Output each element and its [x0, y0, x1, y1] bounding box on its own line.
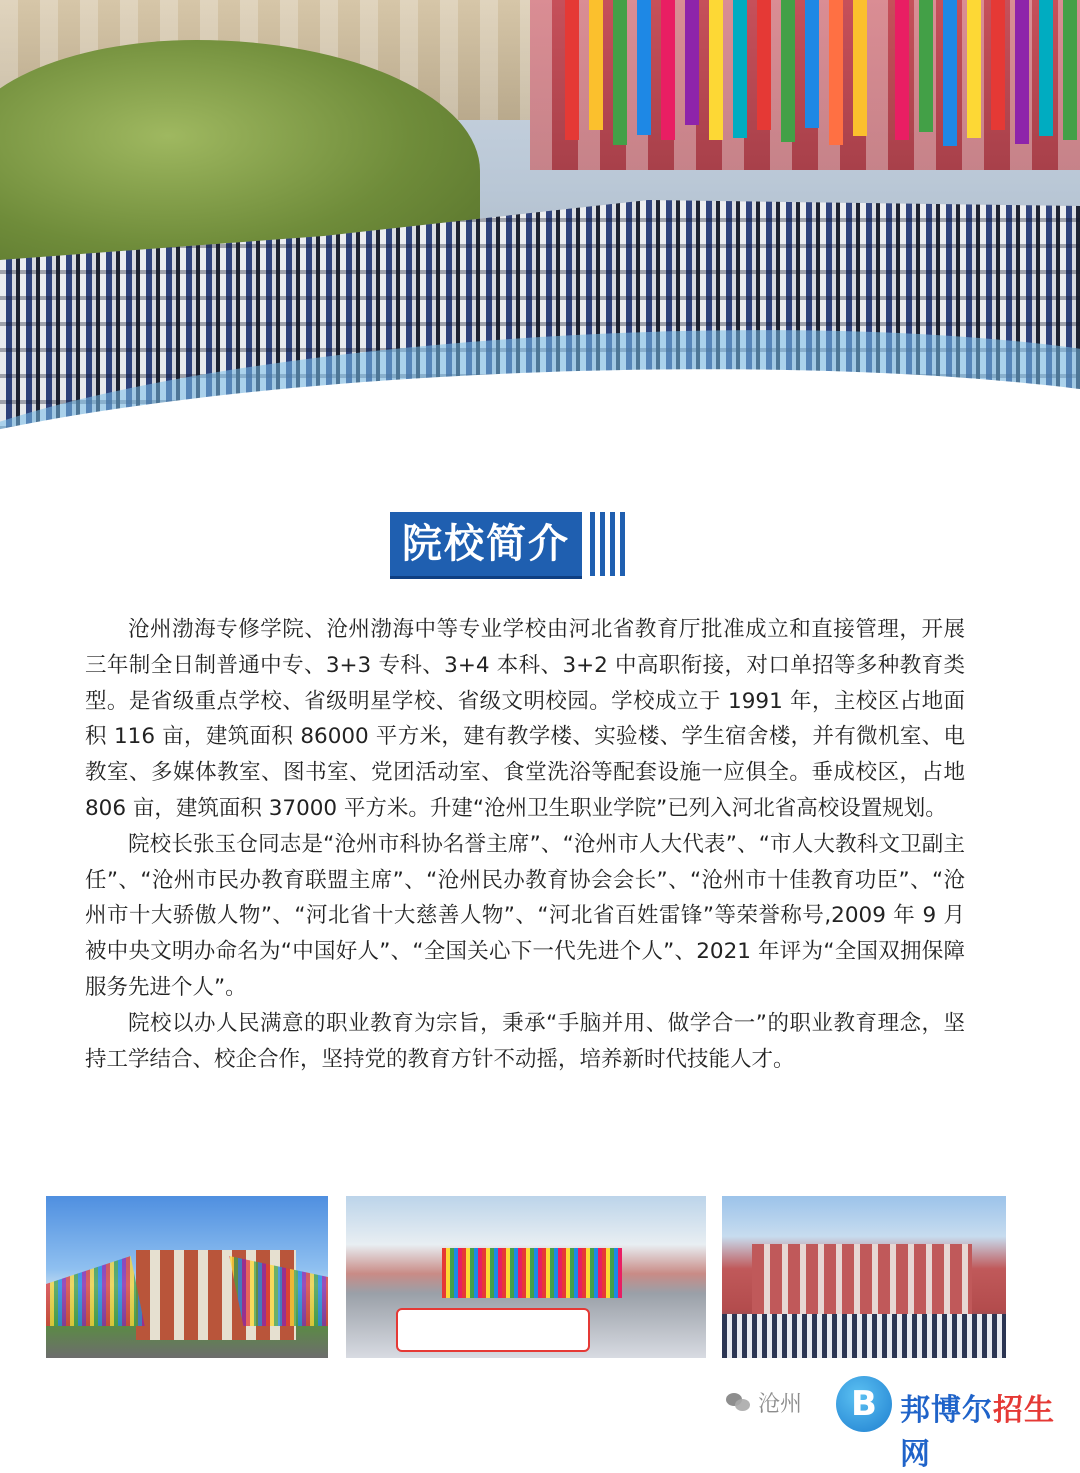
paragraph-overview: 沧州渤海专修学院、沧州渤海中等专业学校由河北省教育厅批准成立和直接管理，开展三年制全日制普通中专、3+3 专科、3+4 本科、3+2 中高职衔接，对口单招等多种教育类型。是省级重点学校、省级明星学校、省级文明校园。学校成立于 1991 年，主校区占地面积 116 亩，建筑面积 86000 平方米，建有教学楼、实验楼、学生宿舍楼，并有微机室、电教室、多媒体教室、图书室、党团活动室、食堂洗浴等配套设施一应俱全。垂成校区，占地 806 亩，建筑面积 37000 平方米。升建“沧州卫生职业学院”已列入河北省高校设置规划。: [85, 617, 965, 821]
photo2-decorated-building: [442, 1248, 622, 1298]
site-logo-icon: B: [836, 1376, 892, 1432]
site-name-red: 招生: [993, 1393, 1055, 1428]
photo3-students: [722, 1314, 1006, 1358]
channel-name: 沧州: [758, 1391, 803, 1417]
section-title: 院校简介: [390, 512, 582, 579]
site-name-tail: 网: [900, 1437, 931, 1472]
photo-campus-building-flags: [46, 1196, 328, 1358]
site-name-watermark: [900, 1385, 1080, 1473]
vertical-banners: [555, 0, 1080, 150]
title-stripe-decoration: [590, 512, 625, 576]
paragraph-mission: 院校以办人民满意的职业教育为宗旨，秉承“手脑并用、做学合一”的职业教育理念，坚持工学结合、校企合作，坚持党的教育方针不动摇，培养新时代技能人才。: [85, 1010, 965, 1072]
section-title-block: [390, 512, 625, 576]
photo3-building: [752, 1244, 972, 1314]
photo2-ground-banner: [396, 1308, 590, 1352]
hero-photo-assembly: [0, 0, 1080, 470]
site-name-blue: 邦博尔: [900, 1393, 993, 1428]
photo-assembly-red-building: [722, 1196, 1006, 1358]
photo-opening-ceremony: [346, 1196, 706, 1358]
wechat-channel-watermark: [726, 1385, 802, 1419]
intro-text: [85, 612, 965, 1077]
paragraph-principal: 院校长张玉仓同志是“沧州市科协名誉主席”、“沧州市人大代表”、“市人大教科文卫副主任”、“沧州市民办教育联盟主席”、“沧州民办教育协会会长”、“沧州市十佳教育功臣”、“沧州市十大骄傲人物”、“河北省十大慈善人物”、“河北省百姓雷锋”等荣誉称号,2009 年 9 月被中央文明办命名为“中国好人”、“全国关心下一代先进个人”、2021 年评为“全国双拥保障服务先进个人”。: [85, 831, 965, 1000]
wechat-icon: [726, 1391, 752, 1413]
